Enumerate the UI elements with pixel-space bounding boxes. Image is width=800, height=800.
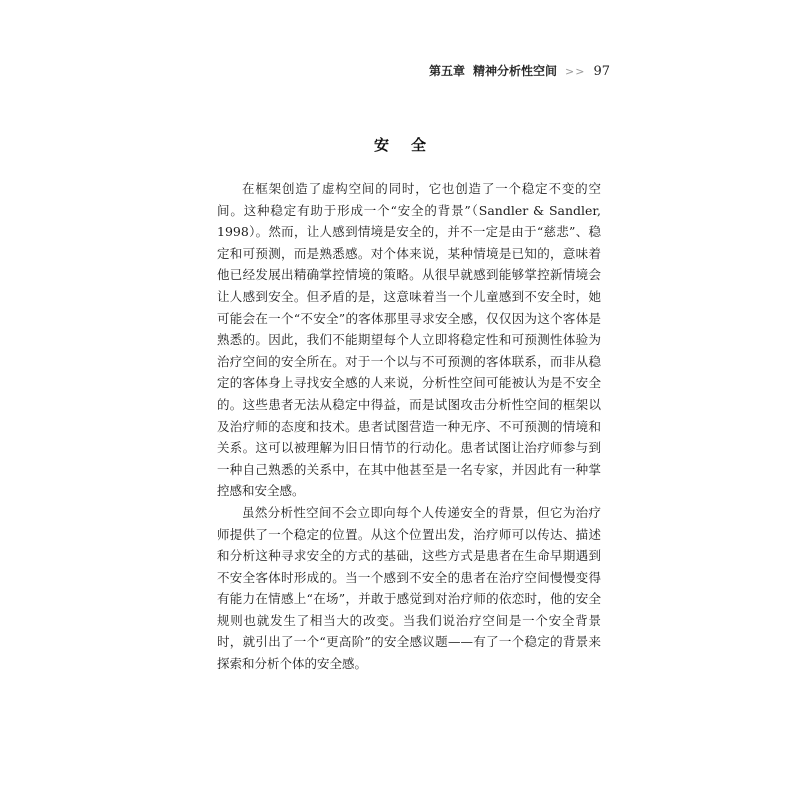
paragraph: 在框架创造了虚构空间的同时，它也创造了一个稳定不变的空间。这种稳定有助于形成一个“安全的背景”（Sandler & Sandler, 1998）。然而，让人感到情境是安全的，并不一定是由于“慈悲”、稳定和可预测，而是熟悉感。对个体来说，某种情境是已知的，意味着他已经发展出精确掌控情境的策略。从很早就感到能够掌控新情境会让人感到安全。但矛盾的是，这意味着当一个儿童感到不安全时，她可能会在一个“不安全”的客体那里寻求安全感，仅仅因为这个客体是熟悉的。因此，我们不能期望每个人立即将稳定性和可预测性体验为治疗空间的安全所在。对于一个以与不可预测的客体联系，而非从稳定的客体身上寻找安全感的人来说，分析性空间可能被认为是不安全的。这些患者无法从稳定中得益，而是试图攻击分析性空间的框架以及治疗师的态度和技术。患者试图营造一种无序、不可预测的情境和关系。这可以被理解为旧日情节的行动化。患者试图让治疗师参与到一种自己熟悉的关系中，在其中他甚至是一名专家，并因此有一种掌控感和安全感。 xyxy=(217,181,601,499)
section-title: 安全 xyxy=(373,136,448,154)
chevron-separator-icon: >> xyxy=(565,65,586,78)
running-header xyxy=(429,62,610,79)
chapter-title: 精神分析性空间 xyxy=(473,64,558,78)
body-text xyxy=(217,178,601,675)
chapter-label: 第五章 xyxy=(428,64,465,78)
paragraph: 虽然分析性空间不会立即向每个人传递安全的背景，但它为治疗师提供了一个稳定的位置。从这个位置出发，治疗师可以传达、描述和分析这种寻求安全的方式的基础，这些方式是患者在生命早期遇到不安全客体时形成的。当一个感到不安全的患者在治疗空间慢慢变得有能力在情感上“在场”，并敢于感觉到对治疗师的依恋时，他的安全规则也就发生了相当大的改变。当我们说治疗空间是一个安全背景时，就引出了一个“更高阶”的安全感议题——有了一个稳定的背景来探索和分析个体的安全感。 xyxy=(217,504,601,672)
page-number: 97 xyxy=(593,64,610,79)
